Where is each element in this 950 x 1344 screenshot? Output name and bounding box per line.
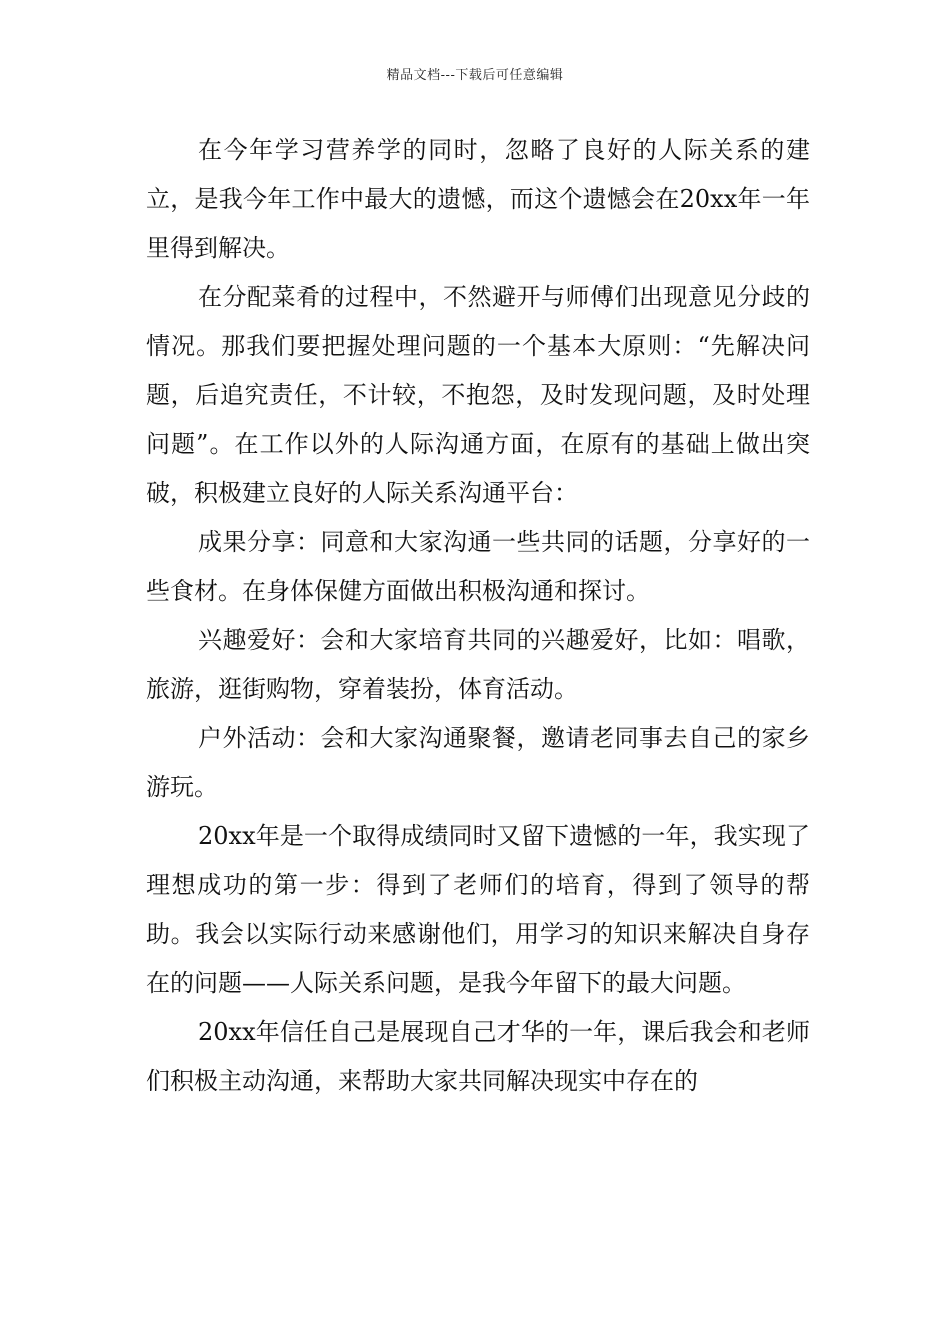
paragraph-next-year: 20xx年信任自己是展现自己才华的一年，课后我会和老师们积极主动沟通，来帮助大家共同解决现实中存在的	[146, 1018, 810, 1095]
paragraph-year-summary: 20xx年是一个取得成绩同时又留下遗憾的一年，我实现了理想成功的第一步：得到了老师们的培育，得到了领导的帮助。我会以实际行动来感谢他们，用学习的知识来解决自身存在的问题——人际关系问题，是我今年留下的最大问题。	[146, 822, 810, 997]
page-header: 精品文档---下载后可任意编辑	[386, 68, 564, 83]
paragraph-hobbies: 兴趣爱好：会和大家培育共同的兴趣爱好，比如：唱歌，旅游，逛街购物，穿着装扮，体育活动。	[146, 626, 810, 703]
paragraph-outdoor: 户外活动：会和大家沟通聚餐，邀请老同事去自己的家乡游玩。	[146, 724, 810, 801]
paragraph-sharing: 成果分享：同意和大家沟通一些共同的话题，分享好的一些食材。在身体保健方面做出积极沟通和探讨。	[146, 528, 810, 605]
document-body	[146, 126, 810, 1106]
paragraph-dish-allocation: 在分配菜肴的过程中，不然避开与师傅们出现意见分歧的情况。那我们要把握处理问题的一个基本大原则：“先解决问题，后追究责任，不计较，不抱怨，及时发现问题，及时处理问题”。在工作以外的人际沟通方面，在原有的基础上做出突破，积极建立良好的人际关系沟通平台：	[146, 283, 810, 507]
paragraph-relationships: 在今年学习营养学的同时，忽略了良好的人际关系的建立，是我今年工作中最大的遗憾，而这个遗憾会在20xx年一年里得到解决。	[146, 136, 810, 262]
